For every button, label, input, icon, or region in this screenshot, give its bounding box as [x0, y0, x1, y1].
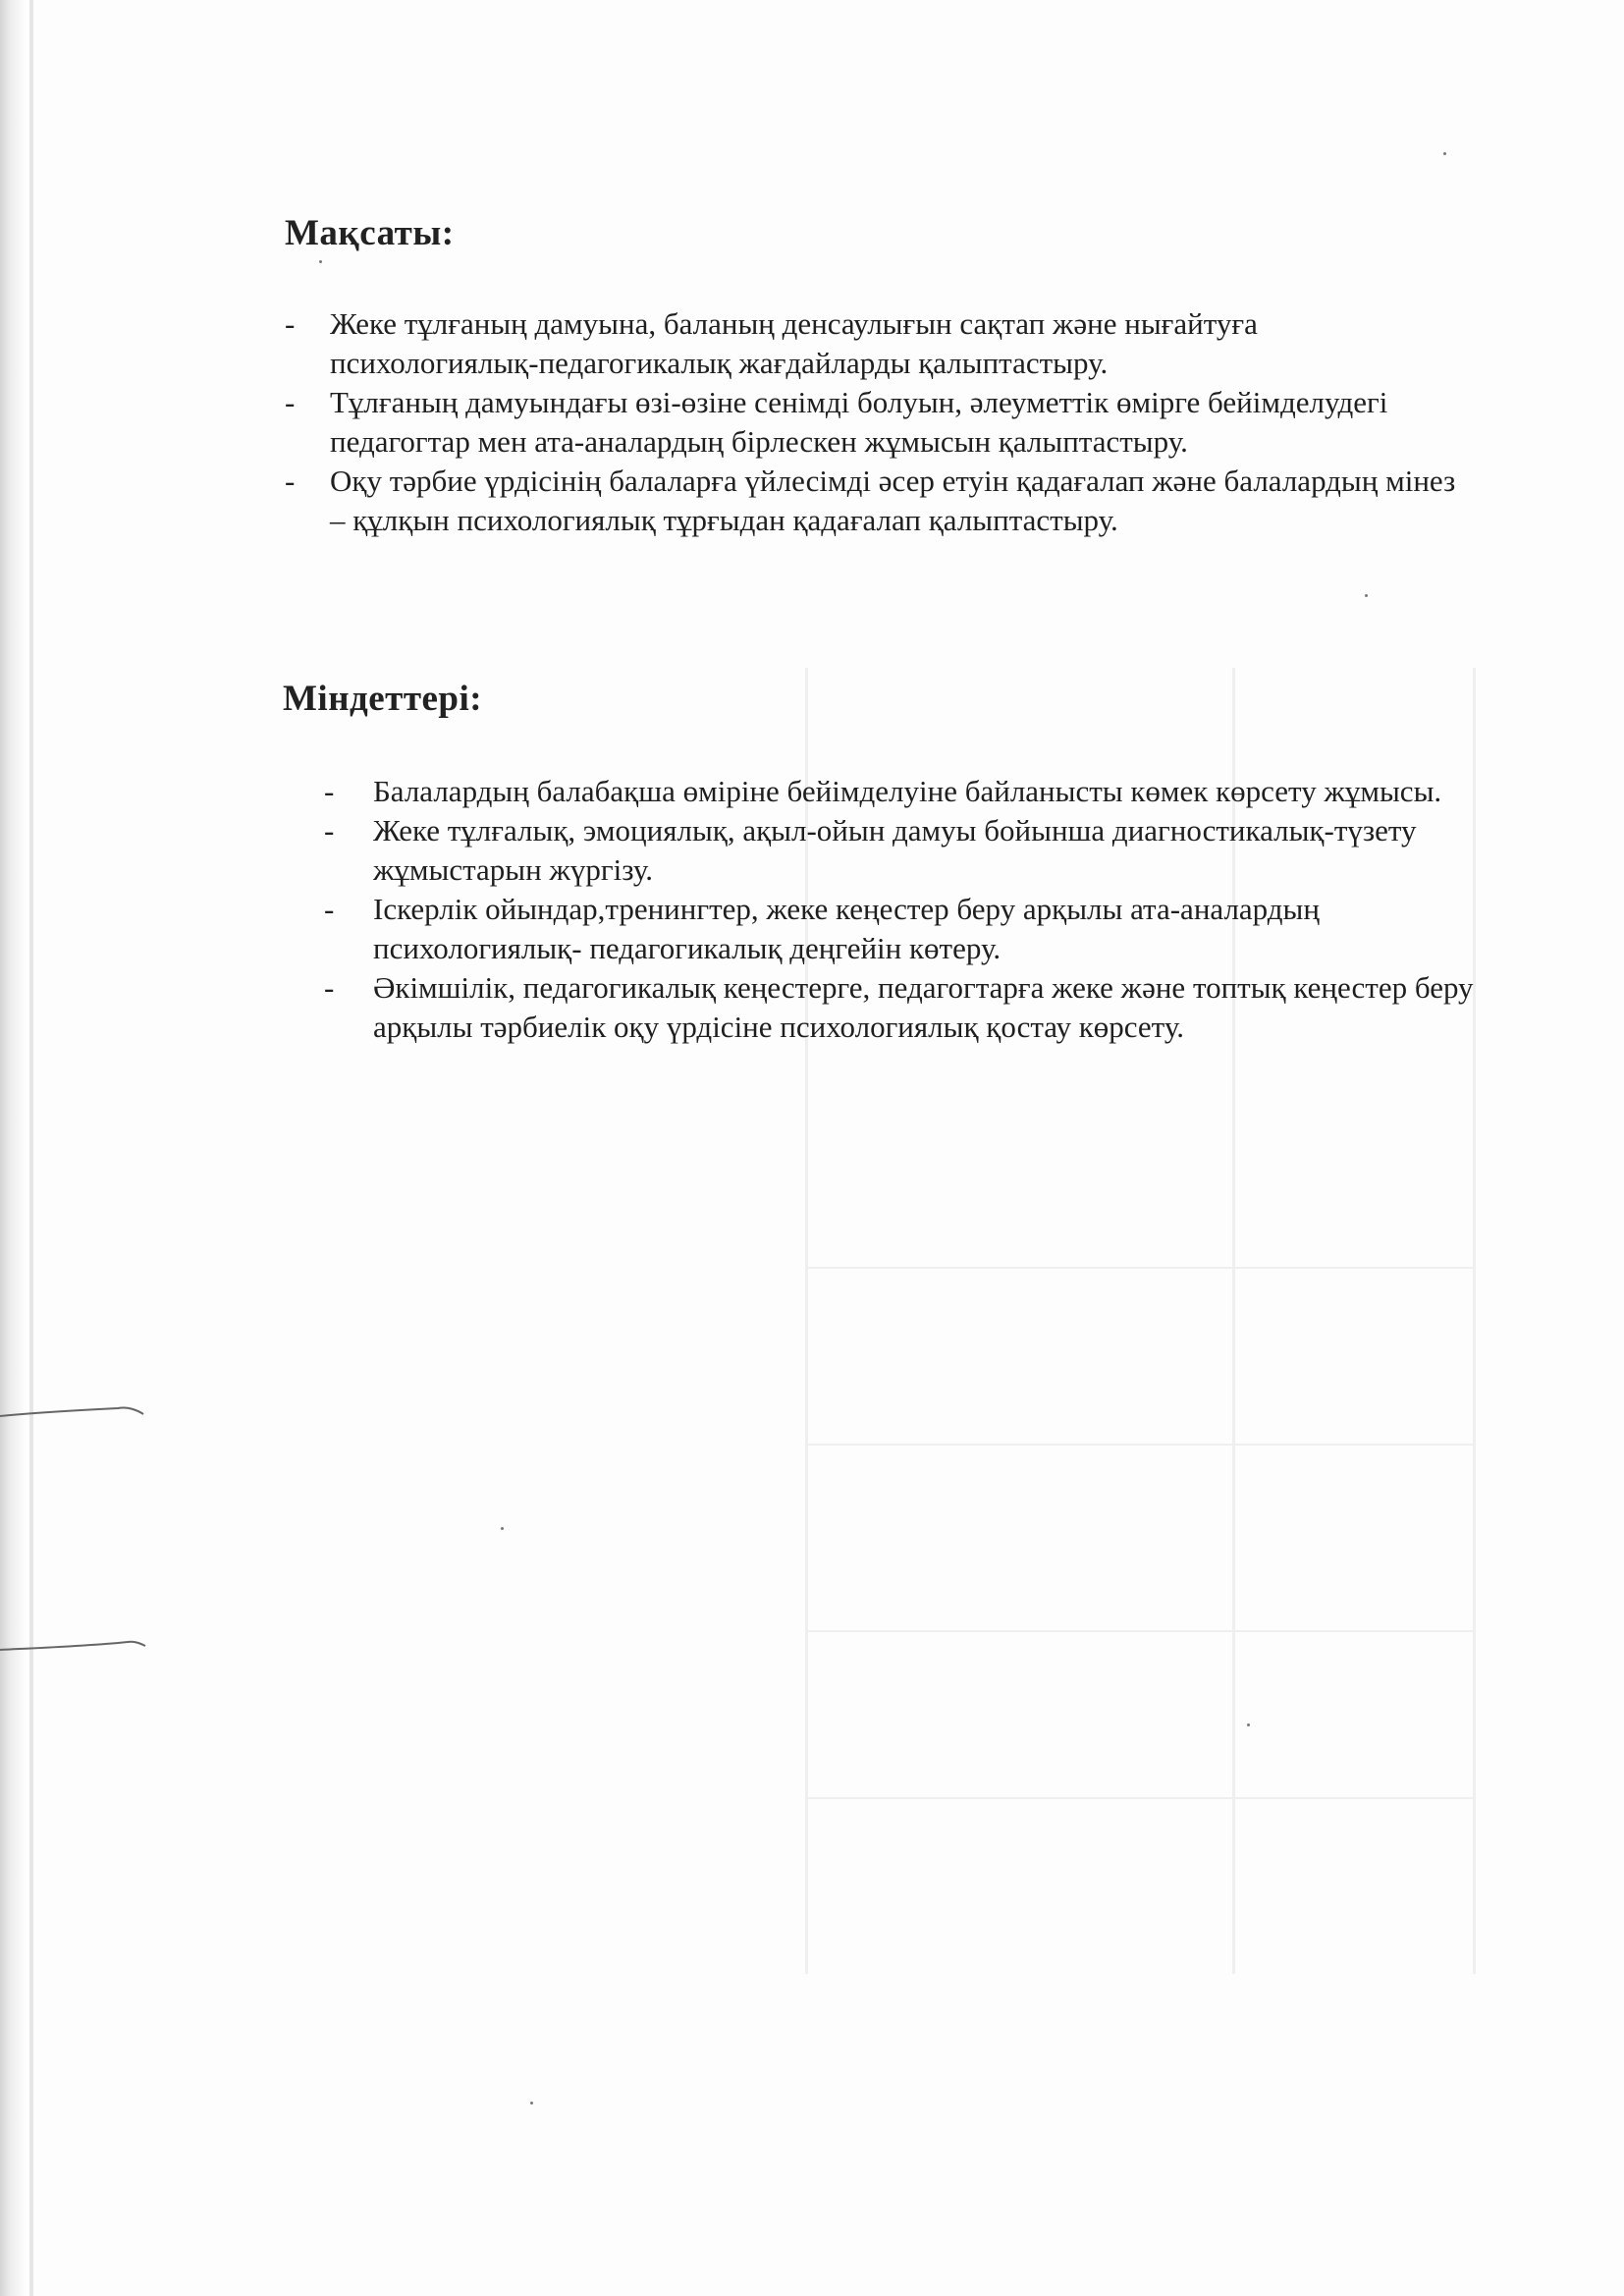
goals-item-text: Жеке тұлғаның дамуына, баланың денсаулығын сақтап және нығайтуға психологиялық-педагогикалық жағдайларды қалыптастыру.	[330, 306, 1258, 380]
tasks-item-text: Балалардың балабақша өміріне бейімделуіне байланысты көмек көрсету жұмысы.	[373, 774, 1442, 808]
goals-list-item	[285, 383, 1463, 462]
binding-edge	[29, 0, 33, 2296]
bullet-dash: -	[324, 774, 335, 808]
tasks-list-item	[324, 968, 1522, 1047]
bleed-through-rule	[805, 1444, 1473, 1446]
bullet-dash: -	[285, 385, 296, 419]
tasks-list-item	[324, 890, 1522, 968]
tasks-item-text: Жеке тұлғалық, эмоциялық, ақыл-ойын дамуы бойынша диагностикалық-түзету жұмыстарын жүргізу.	[373, 813, 1417, 887]
scan-speck	[1247, 1723, 1250, 1726]
tasks-item-text: Іскерлік ойындар,тренингтер, жеке кеңестер беру арқылы ата-аналардың психологиялық- педагогикалық деңгейін көтеру.	[373, 892, 1320, 965]
tasks-list-item	[324, 772, 1522, 811]
scan-speck	[319, 260, 322, 263]
scan-speck	[1365, 594, 1368, 597]
goals-list-item	[285, 462, 1463, 540]
bullet-dash: -	[285, 306, 296, 341]
bleed-through-rule	[805, 1797, 1473, 1799]
goals-item-text: Оқу тәрбие үрдісінің балаларға үйлесімді әсер етуін қадағалап және балалардың мінез – құлқын психологиялық тұрғыдан қадағалап қалыптастыру.	[330, 464, 1456, 537]
bullet-dash: -	[324, 892, 335, 926]
bleed-through-rule	[805, 1630, 1473, 1632]
goals-heading: Мақсаты:	[285, 213, 455, 253]
goals-item-text: Тұлғаның дамуындағы өзі-өзіне сенімді болуын, әлеуметтік өмірге бейімделудегі педагогтар мен ата-аналардың бірлескен жұмысын қалыптастыру.	[330, 385, 1388, 459]
tasks-list	[324, 772, 1522, 1047]
paper-tear	[0, 1638, 147, 1658]
goals-list-item	[285, 304, 1463, 383]
bullet-dash: -	[285, 464, 296, 498]
scan-speck	[530, 2102, 533, 2105]
tasks-item-text: Әкімшілік, педагогикалық кеңестерге, педагогтарға жеке және топтық кеңестер беру арқылы тәрбиелік оқу үрдісіне психологиялық қостау көрсету.	[373, 970, 1474, 1044]
binding-strip	[0, 0, 26, 2296]
scan-speck	[501, 1527, 504, 1530]
tasks-heading: Міндеттері:	[283, 679, 483, 719]
bleed-through-rule	[805, 1267, 1473, 1269]
bullet-dash: -	[324, 970, 335, 1005]
bullet-dash: -	[324, 813, 335, 847]
goals-list	[285, 304, 1463, 540]
paper-tear	[0, 1404, 147, 1424]
scan-speck	[1443, 152, 1446, 155]
tasks-list-item	[324, 811, 1522, 890]
